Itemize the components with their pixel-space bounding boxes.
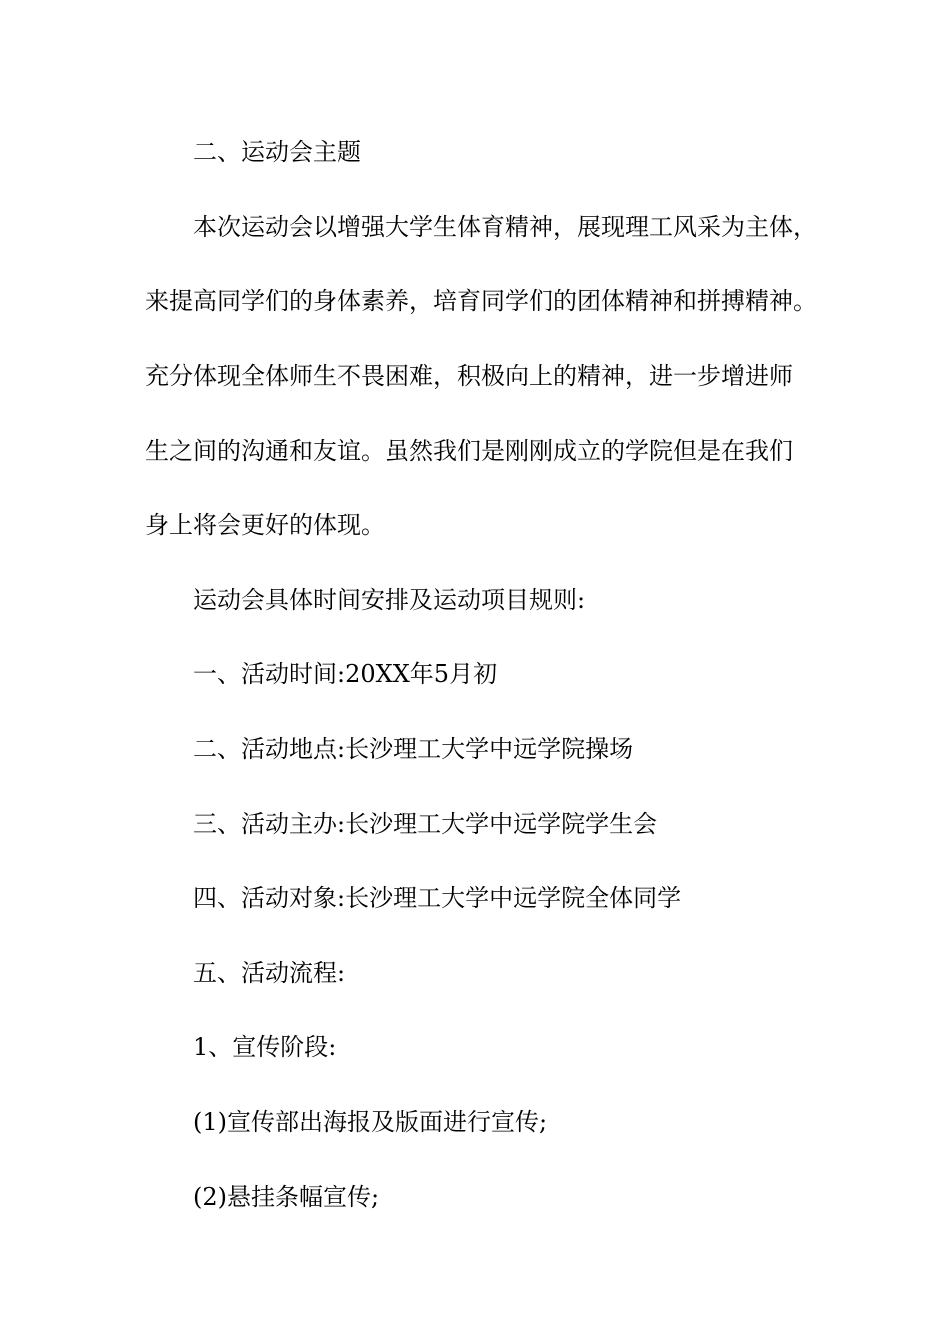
theme-paragraph-line: 生之间的沟通和友谊。虽然我们是刚刚成立的学院但是在我们 [145, 437, 793, 465]
theme-paragraph-line: 来提高同学们的身体素养，培育同学们的团体精神和拼搏精神。 [145, 287, 817, 315]
activity-time: 一、活动时间:20XX年5月初 [193, 660, 498, 688]
theme-paragraph-line: 身上将会更好的体现。 [145, 511, 385, 539]
publicity-step: (2)悬挂条幅宣传; [193, 1183, 380, 1211]
activity-process: 五、活动流程: [193, 959, 346, 987]
activity-audience: 四、活动对象:长沙理工大学中远学院全体同学 [193, 884, 682, 912]
activity-organizer: 三、活动主办:长沙理工大学中远学院学生会 [193, 810, 658, 838]
section-heading: 二、运动会主题 [193, 138, 361, 166]
publicity-heading: 1、宣传阶段: [193, 1033, 337, 1061]
theme-paragraph-line: 本次运动会以增强大学生体育精神，展现理工风采为主体， [193, 213, 817, 241]
activity-location: 二、活动地点:长沙理工大学中远学院操场 [193, 735, 634, 763]
theme-paragraph-line: 充分体现全体师生不畏困难，积极向上的精神，进一步增进师 [145, 362, 793, 390]
publicity-step: (1)宣传部出海报及版面进行宣传; [193, 1108, 548, 1136]
schedule-intro: 运动会具体时间安排及运动项目规则: [193, 586, 586, 614]
